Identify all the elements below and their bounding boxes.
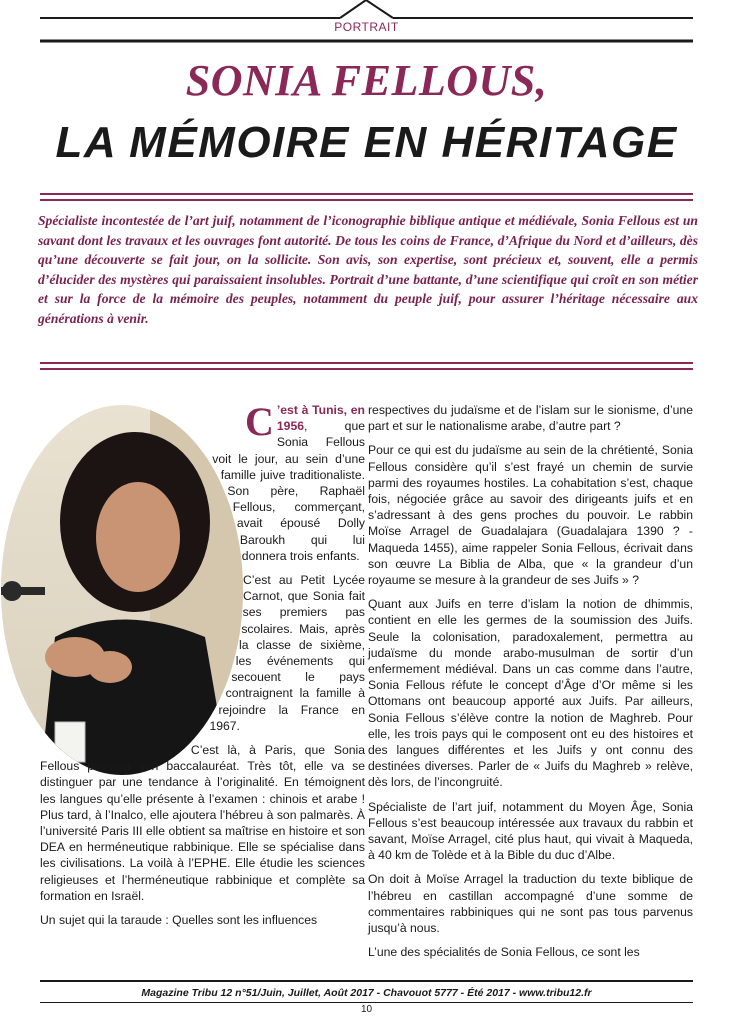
footer-rule-top <box>40 980 693 982</box>
title-line-2: LA MÉMOIRE EN HÉRITAGE <box>55 118 678 167</box>
paragraph: On doit à Moïse Arragel la traduction du texte biblique de l’hébreu en castillan accompagné d’une somme de commentaires rabbiniques qui ne sont pas tous parvenus jusqu’à nous. <box>368 872 693 936</box>
left-column <box>40 399 365 936</box>
divider-top-2 <box>40 199 693 201</box>
paragraph: Quant aux Juifs en terre d’islam la notion de dhimmis, contient en elle les germes de la soumission des Juifs. Seule la colonisation, paradoxalement, permettra au judaïsme du monde arabo-musulman de sortir d’un enfermement médiéval. Dans un cas comme dans l’autre, Sonia Fellous réfute le concept d’Âge d’Or même si les Ottomans ont beaucoup apporté aux Juifs. Par ailleurs, Sonia Fellous s’élève contre la notion de Maghreb. Pour elle, les trois pays qui le composent ont eu des histoires et des langues différentes et les Juifs y ont connu des destinées diverses. Parler de « Juifs du Maghreb » relève, dès lors, de l’incongruité. <box>368 597 693 790</box>
right-column <box>368 402 693 969</box>
footer-rule-bottom <box>40 1002 693 1003</box>
intro-text: , que Sonia Fellous voit le jour, au sein d’une famille juive traditionaliste. Son père, Raphaël Fellous, commerçant, avait épousé Dolly Baroukh qui lui donnera trois enfants. <box>212 419 365 563</box>
paragraph: Un sujet qui la taraude : Quelles sont les influences <box>40 913 318 928</box>
paragraph: L’une des spécialités de Sonia Fellous, ce sont les <box>368 945 640 960</box>
paragraph: C’est au Petit Lycée Carnot, que Sonia fait ses premiers pas scolaires. Mais, après la classe de sixième, les événements qui secouent le pays contraignent la famille à rejoindre la France en 1967. <box>209 573 365 733</box>
intro-bold: ’est à Tunis, en 1956 <box>276 403 365 434</box>
paragraph: respectives du judaïsme et de l’islam sur le sionisme, d’une part et sur le nationalisme arabe, d’autre part ? <box>368 403 693 434</box>
title-line-1: SONIA FELLOUS, <box>185 56 548 105</box>
paragraph: Spécialiste de l’art juif, notamment du Moyen Âge, Sonia Fellous s’est beaucoup intéressée aux travaux du rabbin et savant, Moïse Arragel, cité plus haut, qui vivait à Maqueda, à 40 km de Tolède et à la Bible du duc d’Albe. <box>368 799 693 863</box>
divider-bottom-2 <box>40 368 693 370</box>
lede-paragraph: Spécialiste incontestée de l’art juif, notamment de l’iconographie biblique antique et médiévale, Sonia Fellous est un savant dont les travaux et les ouvrages font autorité. De tous les coins de France, d’Afrique du Nord et d’ailleurs, dès qu’une découverte se fait jour, on la sollicite. Son avis, son expertise, sont précieux et, souvent, elle a permis d’élucider des mystères qui paraissaient insolubles. Portrait d’une battante, d’une scientifique qui croît en son métier et sur la force de la mémoire des peuples, notamment du peuple juif, pour assurer l’héritage nécessaire aux générations à venir. <box>38 213 698 326</box>
drop-cap: C <box>245 399 274 444</box>
paragraph: C’est là, à Paris, que Sonia Fellous passera son baccalauréat. Très tôt, elle va se distinguer par une tendance à l’originalité. En témoignent les langues qu’elle présente à l’examen : chinois et arabe ! Plus tard, à l’Inalco, elle ajoutera l’hébreu à son palmarès. À l’université Paris III elle obtient sa maîtrise en histoire et son DEA en herméneutique rabbinique. Elle se spécialise dans les civilisations. La voilà à l’EPHE. Elle étudie les sciences religieuses et l’herméneutique rabbinique et complète sa formation en Israël. <box>40 743 365 903</box>
footer-text: Magazine Tribu 12 n°51/Juin, Juillet, Août 2017 - Chavouot 5777 - Été 2017 - www.tribu12.fr <box>141 987 592 999</box>
divider-bottom <box>40 362 693 364</box>
section-label: PORTRAIT <box>334 20 399 34</box>
page-number: 10 <box>360 1004 373 1015</box>
paragraph: Pour ce qui est du judaïsme au sein de la chrétienté, Sonia Fellous considère qu’il s’est frayé un chemin de survie parmi des royaumes hostiles. La cohabitation s’est, chaque fois, négociée grâce au savoir des dirigeants juifs et en s’adressant à des gens proches du pouvoir. Le rabbin Moïse Arragel de Guadalajara (Guadalajara 1390 ? - Maqueda 1455), aime rappeler Sonia Fellous, écrivait dans son œuvre La Biblia de Alba, que « la grandeur d’un royaume se mesure à la grandeur de ses Juifs » ? <box>368 443 693 588</box>
divider-top <box>40 193 693 195</box>
